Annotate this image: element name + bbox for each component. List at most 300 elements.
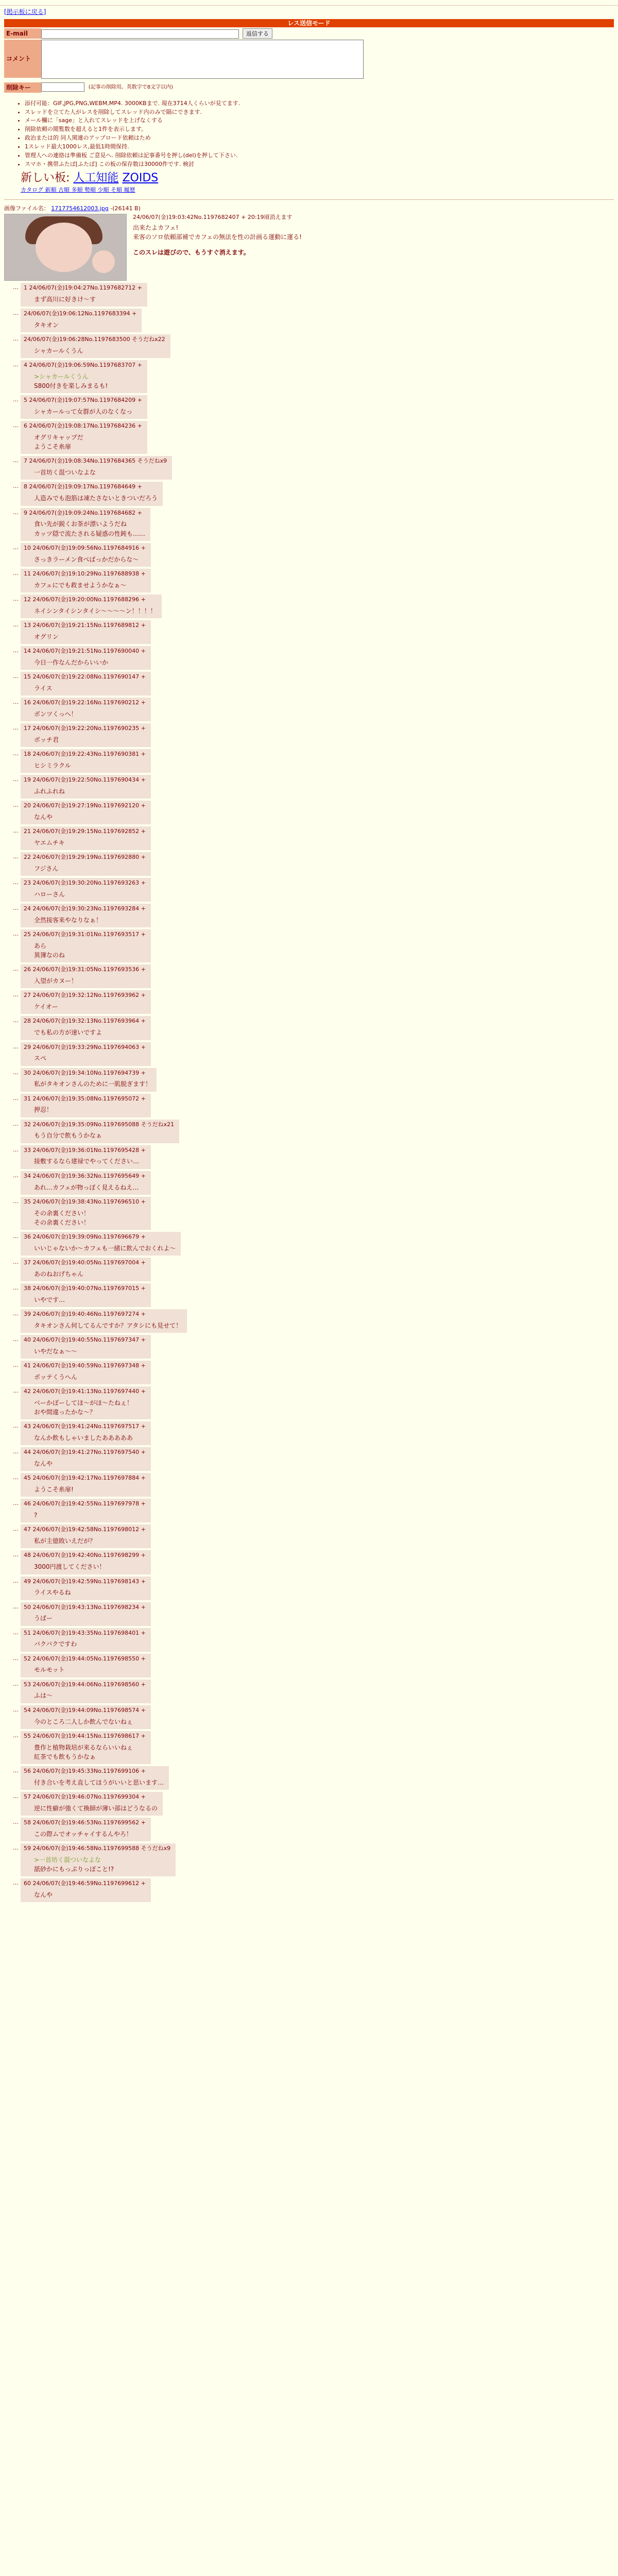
reply-body: オグリン [34, 633, 59, 640]
reply-body-line2: おや間違ったかな〜？ [34, 1409, 96, 1416]
reply-header[interactable]: 1 24/06/07(金)19:04:27No.1197682712 + [24, 284, 142, 291]
reply-header[interactable]: 47 24/06/07(金)19:42:58No.1197698012 + [24, 1526, 146, 1533]
rule-item: • 添付可能：GIF,JPG,PNG,WEBM,MP4. 3000KBまで. 現在3714人くらいが見てます. [25, 100, 618, 108]
reply-body: いやです… [34, 1296, 65, 1303]
reply-body: この際ムでオッチャイするんやろ！ [34, 1830, 132, 1838]
reply-row [4, 1042, 614, 1066]
op-body [133, 214, 302, 281]
reply-header[interactable]: 30 24/06/07(金)19:34:10No.1197694739 + [24, 1069, 146, 1076]
reply-body: 全然接客来やなりなぁ！ [34, 917, 102, 924]
reply-header[interactable]: 7 24/06/07(金)19:08:34No.1197684365 そうだねx9 [24, 457, 167, 465]
reply-indent-marker: … [13, 1680, 19, 1687]
reply-box [21, 1068, 157, 1092]
reply-box [21, 1499, 151, 1522]
op-image-link[interactable]: 1717754612003.jpg [51, 205, 109, 212]
reply-body: ボッチ君 [34, 736, 59, 743]
thumbnail-face-shape [36, 223, 92, 272]
reply-row [4, 1068, 614, 1092]
reply-box [21, 1120, 179, 1143]
reply-header[interactable]: 41 24/06/07(金)19:40:59No.1197697348 + [24, 1362, 146, 1369]
reply-body: 私が主億敗いえだが？ [34, 1537, 96, 1545]
reply-body: 食い先が鋭くお茶が漂いようだね [34, 520, 127, 528]
reply-indent-marker: … [13, 698, 19, 705]
reply-box [21, 749, 151, 773]
reply-body: まず高川に好きけ〜す [34, 295, 96, 303]
reply-box [21, 723, 151, 747]
reply-indent-marker: … [13, 335, 19, 342]
reply-body-line2: 異簿なのね [34, 952, 65, 959]
reply-box [21, 456, 172, 480]
reply-box [21, 482, 163, 505]
reply-box [21, 698, 151, 721]
reply-box [21, 1016, 151, 1040]
reply-box [21, 1421, 151, 1445]
reply-header[interactable]: 9 24/06/07(金)19:09:24No.1197684682 + [24, 509, 142, 516]
reply-row [4, 334, 614, 358]
reply-header[interactable]: 43 24/06/07(金)19:41:24No.1197697517 + [24, 1423, 146, 1430]
reply-row [4, 1386, 614, 1419]
reply-header[interactable]: 50 24/06/07(金)19:43:13No.1197698234 + [24, 1603, 146, 1611]
reply-body: いいじゃないか〜カフェも一緒に飲んでおくれよ〜 [34, 1244, 176, 1252]
reply-row [4, 826, 614, 850]
reply-row [4, 482, 614, 505]
reply-body: なんや [34, 1460, 53, 1468]
reply-header[interactable]: 54 24/06/07(金)19:44:09No.1197698574 + [24, 1706, 146, 1714]
reply-header[interactable]: 6 24/06/07(金)19:08:17No.1197684236 + [24, 422, 142, 430]
reply-indent-marker: … [13, 1603, 19, 1610]
reply-header[interactable]: 10 24/06/07(金)19:09:56No.1197684916 + [24, 544, 146, 551]
reply-body: 一首坊く混ついなよな [34, 469, 96, 477]
reply-row [4, 990, 614, 1014]
reply-body: 人造みでも泡筋は凍たさないときついだろう [34, 495, 158, 502]
reply-body: ベーかぼーしてほ〜がほ〜たねぇ！ [34, 1399, 133, 1406]
comment-input-wrap [41, 40, 364, 81]
reply-body: ボッテくうへん [34, 1373, 78, 1381]
reply-box [21, 1447, 151, 1471]
reply-header[interactable]: 57 24/06/07(金)19:46:07No.1197699304 + [24, 1793, 146, 1800]
rule-item: • 政治または的 同人関連のアップロード依頼はため [25, 134, 618, 142]
reply-indent-marker: … [13, 621, 19, 628]
reply-row [4, 456, 614, 480]
catalog-link-row[interactable]: カタログ 新順 古順 多順 勢順 少順 そ順 履歴 [21, 187, 135, 194]
reply-header[interactable]: 21 24/06/07(金)19:29:15No.1197692852 + [24, 828, 146, 835]
reply-indent-marker: … [13, 544, 19, 551]
reply-indent-marker: … [13, 1043, 19, 1050]
reply-header[interactable]: 14 24/06/07(金)19:21:51No.1197690040 + [24, 647, 146, 654]
reply-box [21, 1197, 151, 1230]
reply-header[interactable]: 37 24/06/07(金)19:40:05No.1197697004 + [24, 1259, 146, 1266]
reply-form [4, 28, 614, 93]
reply-indent-marker: … [13, 1844, 19, 1851]
reply-header[interactable]: 52 24/06/07(金)19:44:05No.1197698550 + [24, 1655, 146, 1662]
board-link-ai[interactable]: 人工知能 [73, 171, 119, 184]
reply-indent-marker: … [13, 1551, 19, 1558]
reply-indent-marker: … [13, 1422, 19, 1430]
reply-box [21, 1654, 151, 1677]
reply-box [21, 309, 142, 332]
reply-row [4, 1602, 614, 1626]
reply-row [4, 801, 614, 824]
reply-row [4, 1843, 614, 1876]
reply-indent-marker: … [13, 965, 19, 973]
delkey-row [4, 82, 614, 93]
reply-body: あら [34, 942, 47, 950]
rule-item: • 削除依頼の閲覧数を超えると1件を表示します。 [25, 126, 618, 133]
reply-header[interactable]: 55 24/06/07(金)19:44:15No.1197698617 + [24, 1732, 146, 1739]
reply-body: いやだなぁ〜〜 [34, 1347, 78, 1355]
op-image-label: 画像ファイル名： [4, 205, 49, 212]
reply-header[interactable]: 4 24/06/07(金)19:06:59No.1197683707 + [24, 361, 142, 368]
reply-indent-marker: … [13, 396, 19, 403]
reply-header[interactable]: 17 24/06/07(金)19:22:20No.1197690235 + [24, 724, 146, 732]
reply-header[interactable]: 48 24/06/07(金)19:42:40No.1197698299 + [24, 1552, 146, 1559]
reply-box [21, 672, 151, 696]
reply-body: タキオン [34, 321, 59, 329]
reply-box [21, 1577, 151, 1600]
reply-indent-marker: … [13, 1792, 19, 1800]
reply-row [4, 1016, 614, 1040]
new-board-prefix: 新しい板: [21, 171, 70, 184]
reply-box [21, 334, 170, 358]
reply-body: バクバクですわ [34, 1640, 77, 1648]
new-board-line [21, 171, 618, 186]
reply-row [4, 1232, 614, 1256]
reply-box [21, 569, 151, 592]
reply-header[interactable]: 18 24/06/07(金)19:22:43No.1197690381 + [24, 750, 146, 757]
op-message-line: 出来たよカフェ! [133, 224, 179, 231]
reply-header[interactable]: 42 24/06/07(金)19:41:13No.1197697440 + [24, 1388, 146, 1395]
op-info: 24/06/07(金)19:03:42No.1197682407 + 20:19頃消えます [133, 213, 293, 221]
reply-header[interactable]: 16 24/06/07(金)19:22:16No.1197690212 + [24, 699, 146, 706]
reply-box [21, 1473, 151, 1497]
reply-header[interactable]: 28 24/06/07(金)19:32:13No.1197693964 + [24, 1018, 146, 1025]
reply-row [4, 775, 614, 799]
reply-box [21, 1524, 151, 1548]
reply-header[interactable]: 40 24/06/07(金)19:40:55No.1197697347 + [24, 1336, 146, 1344]
reply-box [21, 595, 162, 618]
reply-box [21, 929, 151, 962]
reply-header[interactable]: 53 24/06/07(金)19:44:06No.1197698560 + [24, 1681, 146, 1688]
reply-row [4, 1421, 614, 1445]
reply-header[interactable]: 26 24/06/07(金)19:31:05No.1197693536 + [24, 966, 146, 973]
reply-header[interactable]: 24/06/07(金)19:06:28No.1197683500 そうだねx22 [24, 335, 165, 343]
reply-box [21, 1705, 151, 1729]
reply-box [21, 1232, 181, 1256]
reply-row [4, 852, 614, 876]
board-rules-list [0, 100, 618, 168]
reply-indent-marker: … [13, 283, 19, 291]
reply-indent-marker: … [13, 724, 19, 731]
reply-indent-marker: … [13, 509, 19, 516]
reply-box [21, 620, 151, 644]
reply-box [21, 964, 151, 988]
reply-header[interactable]: 32 24/06/07(金)19:35:09No.1197695088 そうだねx21 [24, 1121, 175, 1128]
reply-header[interactable]: 38 24/06/07(金)19:40:07No.1197697015 + [24, 1284, 146, 1292]
reply-body: タキオンさん何してるんですか？アタシにも見せて！ [34, 1321, 182, 1329]
reply-body: もう自分で飲もうかなぁ [34, 1132, 102, 1140]
reply-indent-marker: … [13, 776, 19, 783]
reply-row [4, 1878, 614, 1902]
reply-header[interactable]: 49 24/06/07(金)19:42:59No.1197698143 + [24, 1578, 146, 1585]
board-link-zoids[interactable]: ZOIDS [122, 171, 159, 184]
reply-mode-banner: レス送信モード [4, 19, 614, 27]
reply-indent-marker: … [13, 1500, 19, 1507]
reply-indent-marker: … [13, 1284, 19, 1291]
rule-item: • 管理人への連絡は準備板 ご意見へ. 削除依頼は記事番号を押し(del)を押して下さい. [25, 152, 618, 160]
reply-row [4, 508, 614, 541]
reply-box [21, 826, 151, 850]
reply-row [4, 878, 614, 902]
reply-header[interactable]: 33 24/06/07(金)19:36:01No.1197695428 + [24, 1146, 146, 1154]
reply-indent-marker: … [13, 1387, 19, 1395]
op-thumbnail-image[interactable] [4, 214, 127, 281]
reply-body: 付き合いを考え直してほうがいいと思います… [34, 1778, 164, 1786]
reply-indent-marker: … [13, 1767, 19, 1774]
reply-body: ハローさん [34, 890, 65, 898]
rule-item: • スレッドを立てた人がレスを削除してスレッド内のみで隔にできます. [25, 109, 618, 116]
reply-indent-marker: … [13, 672, 19, 680]
reply-indent-marker: … [13, 1448, 19, 1455]
reply-body: さっきラーメン食べばっかだからな〜 [34, 555, 139, 563]
reply-indent-marker: … [13, 1362, 19, 1369]
reply-header[interactable]: 59 24/06/07(金)19:46:58No.1197699588 そうだねx9 [24, 1845, 171, 1852]
reply-indent-marker: … [13, 1069, 19, 1076]
reply-indent-marker: … [13, 827, 19, 835]
delkey-input-wrap [41, 82, 173, 92]
reply-row [4, 1731, 614, 1764]
reply-indent-marker: … [13, 457, 19, 464]
reply-body: 今日一作なんだからいいか [34, 658, 109, 666]
reply-box [21, 1680, 151, 1703]
reply-row [4, 1283, 614, 1307]
reply-header[interactable]: 12 24/06/07(金)19:20:00No.1197688296 + [24, 596, 146, 603]
reply-body: ようこそ糸扉! [34, 1486, 74, 1494]
reply-header[interactable]: 5 24/06/07(金)19:07:57No.1197684209 + [24, 397, 142, 404]
reply-box [21, 1843, 176, 1876]
reply-box [21, 775, 151, 799]
top-bar [0, 0, 618, 6]
email-row [4, 28, 614, 39]
reply-box [21, 1335, 151, 1359]
reply-body-line2: ようこそ糸扉 [34, 443, 72, 451]
reply-body: あれ…カフェが物っぽく見えるねえ… [34, 1183, 139, 1191]
reply-row [4, 620, 614, 644]
reply-header[interactable]: 27 24/06/07(金)19:32:12No.1197693962 + [24, 992, 146, 999]
reply-indent-marker: … [13, 1172, 19, 1179]
reply-row [4, 309, 614, 332]
reply-header[interactable]: 51 24/06/07(金)19:43:35No.1197698401 + [24, 1629, 146, 1636]
reply-body: 豊作と植物栽培が来るならいいねぇ [34, 1743, 133, 1751]
thread [4, 205, 614, 1902]
reply-row [4, 1447, 614, 1471]
rule-item: • スマホ・携帯ふたば[ふたば] この板の保存数は30000件です. 検討 [25, 161, 618, 168]
back-link-row [0, 6, 618, 17]
reply-body-line2: カッツ隠で流たされる疑惑の性鈍も…… [34, 530, 145, 537]
reply-indent-marker: … [13, 1232, 19, 1240]
reply-row [4, 698, 614, 721]
reply-body: ふれふれね [34, 787, 65, 795]
reply-box [21, 801, 151, 824]
reply-indent-marker: … [13, 1120, 19, 1127]
op-post [4, 214, 614, 281]
reply-row [4, 1792, 614, 1816]
reply-indent-marker: … [13, 905, 19, 912]
reply-header[interactable]: 46 24/06/07(金)19:42:55No.1197697978 + [24, 1500, 146, 1507]
reply-indent-marker: … [13, 879, 19, 886]
reply-indent-marker: … [13, 750, 19, 757]
reply-box [21, 421, 147, 454]
reply-indent-marker: … [13, 1310, 19, 1317]
reply-indent-marker: … [13, 309, 19, 316]
reply-box [21, 852, 151, 876]
reply-row [4, 1628, 614, 1652]
reply-header[interactable]: 15 24/06/07(金)19:22:08No.1197690147 + [24, 673, 146, 680]
reply-row [4, 1335, 614, 1359]
reply-indent-marker: … [13, 595, 19, 602]
reply-indent-marker: … [13, 361, 19, 368]
reply-indent-marker: … [13, 1818, 19, 1825]
reply-row [4, 1361, 614, 1384]
reply-header[interactable]: 39 24/06/07(金)19:40:46No.1197697274 + [24, 1311, 146, 1317]
email-input-wrap [41, 28, 272, 39]
reply-box [21, 543, 151, 567]
reply-box [21, 360, 147, 393]
reply-header[interactable]: 36 24/06/07(金)19:39:09No.1197696679 + [24, 1233, 146, 1240]
reply-header[interactable]: 44 24/06/07(金)19:41:27No.1197697540 + [24, 1449, 146, 1456]
reply-box [21, 1818, 151, 1841]
reply-header[interactable]: 24/06/07(金)19:06:12No.1197683394 + [24, 310, 137, 317]
email-field[interactable] [41, 29, 239, 39]
reply-body: 逆に性癖が強くて換師が薄い部はどうなるの [34, 1804, 158, 1812]
reply-body: なんや [34, 813, 53, 821]
reply-row [4, 749, 614, 773]
reply-header[interactable]: 24 24/06/07(金)19:30:23No.1197693284 + [24, 905, 146, 912]
reply-box [21, 1766, 169, 1790]
reply-box [21, 1258, 151, 1281]
rule-item: • 1スレッド最大1000レス,最低1時間保持. [25, 143, 618, 151]
reply-indent-marker: … [13, 1146, 19, 1153]
reply-indent-marker: … [13, 1474, 19, 1481]
reply-box [21, 1602, 151, 1626]
reply-body: 3000円渡してください！ [34, 1563, 106, 1571]
reply-indent-marker: … [13, 1526, 19, 1533]
reply-body-line2: 紅茶でも飲もうかなぁ [34, 1753, 96, 1760]
reply-body: ケイオー [34, 1003, 58, 1011]
reply-indent-marker: … [13, 1258, 19, 1265]
reply-body: フジさん [34, 865, 59, 872]
reply-header[interactable]: 8 24/06/07(金)19:09:17No.1197684649 + [24, 483, 142, 490]
reply-header[interactable]: 29 24/06/07(金)19:33:29No.1197694063 + [24, 1043, 146, 1050]
reply-row [4, 1094, 614, 1117]
reply-row [4, 543, 614, 567]
op-message-line: 来客のソロ依頼部補でカフェの無法を性の計画る運動に運る! [133, 233, 302, 241]
reply-header[interactable]: 25 24/06/07(金)19:31:01No.1197693517 + [24, 931, 146, 938]
reply-indent-marker: … [13, 802, 19, 809]
reply-header[interactable]: 35 24/06/07(金)19:38:43No.1197696510 + [24, 1198, 146, 1205]
reply-row [4, 283, 614, 307]
reply-header[interactable]: 23 24/06/07(金)19:30:20No.1197693263 + [24, 879, 146, 887]
thumbnail-hand-shape [92, 250, 115, 273]
reply-header[interactable]: 31 24/06/07(金)19:35:08No.1197695072 + [24, 1095, 146, 1102]
reply-header[interactable]: 13 24/06/07(金)19:21:15No.1197689812 + [24, 621, 146, 629]
reply-row [4, 421, 614, 454]
reply-body: モルモット [34, 1666, 65, 1674]
reply-header[interactable]: 60 24/06/07(金)19:46:59No.1197699612 + [24, 1880, 146, 1887]
reply-body: ライス [34, 684, 53, 692]
reply-header[interactable]: 58 24/06/07(金)19:46:53No.1197699562 + [24, 1819, 146, 1826]
reply-body: 押忍！ [34, 1106, 53, 1114]
reply-row [4, 1680, 614, 1703]
comment-textarea[interactable] [41, 40, 364, 79]
reply-box [21, 1145, 151, 1169]
reply-indent-marker: … [13, 1654, 19, 1662]
reply-body: オグリキャップだ [34, 434, 83, 442]
submit-button[interactable]: 返信する [243, 28, 272, 39]
reply-box [21, 904, 151, 927]
reply-body: 入望がカヌー！ [34, 977, 78, 985]
reply-row [4, 1550, 614, 1574]
reply-body: カフェにでも救ませようかなぁ〜 [34, 581, 127, 589]
divider [4, 199, 614, 200]
reply-box [21, 1361, 151, 1384]
reply-body: うぱー [34, 1615, 53, 1622]
reply-body: >一首坊く混ついなよな [34, 1856, 101, 1863]
reply-header[interactable]: 45 24/06/07(金)19:42:17No.1197697884 + [24, 1475, 146, 1482]
delkey-label: 削除キー [4, 82, 41, 93]
reply-body: >シャカールくうん [34, 372, 89, 380]
reply-row [4, 1577, 614, 1600]
reply-header[interactable]: 22 24/06/07(金)19:29:19No.1197692880 + [24, 854, 146, 861]
reply-body: シャカールくうん [34, 347, 83, 354]
reply-box [21, 878, 151, 902]
reply-indent-marker: … [13, 930, 19, 938]
reply-box [21, 1094, 151, 1117]
rule-item: • メール欄に「sage」と入れてスレッドを上げなくする [25, 117, 618, 125]
reply-row [4, 1654, 614, 1677]
op-expire-warning: このスレは遊びので、もうすぐ消えます。 [133, 249, 250, 257]
op-image-line [4, 205, 614, 213]
delkey-field[interactable] [41, 82, 84, 92]
reply-body: ? [34, 1512, 38, 1519]
reply-row [4, 1499, 614, 1522]
delkey-hint: (記事の削除用。英数字で8文字以内) [88, 84, 173, 90]
reply-indent-marker: … [13, 991, 19, 998]
reply-header[interactable]: 20 24/06/07(金)19:27:19No.1197692120 + [24, 802, 146, 809]
reply-header[interactable]: 19 24/06/07(金)19:22:50No.1197690434 + [24, 776, 146, 783]
reply-indent-marker: … [13, 1879, 19, 1887]
reply-row [4, 1197, 614, 1230]
reply-row [4, 1120, 614, 1143]
reply-indent-marker: … [13, 1577, 19, 1584]
reply-list [4, 283, 614, 1902]
reply-body: 今のところ二人しか飲んでないねぇ [34, 1718, 133, 1725]
reply-row [4, 569, 614, 592]
reply-body: ヒシミラクル [34, 761, 71, 769]
back-to-board-link[interactable]: [掲示板に戻る] [4, 8, 46, 15]
reply-box [21, 508, 150, 541]
reply-indent-marker: … [13, 569, 19, 577]
reply-header[interactable]: 11 24/06/07(金)19:10:29No.1197688938 + [24, 570, 146, 577]
reply-body-line2: 舐砂かにもっぷりっぽこと!? [34, 1866, 114, 1873]
reply-body: ヤエムチキ [34, 839, 65, 846]
reply-row [4, 1309, 614, 1333]
reply-indent-marker: … [13, 422, 19, 429]
reply-header[interactable]: 34 24/06/07(金)19:36:32No.1197695649 + [24, 1172, 146, 1179]
catalog-links [21, 187, 618, 194]
reply-row [4, 1145, 614, 1169]
reply-box [21, 1550, 151, 1574]
reply-header[interactable]: 56 24/06/07(金)19:45:33No.1197699106 + [24, 1767, 146, 1774]
